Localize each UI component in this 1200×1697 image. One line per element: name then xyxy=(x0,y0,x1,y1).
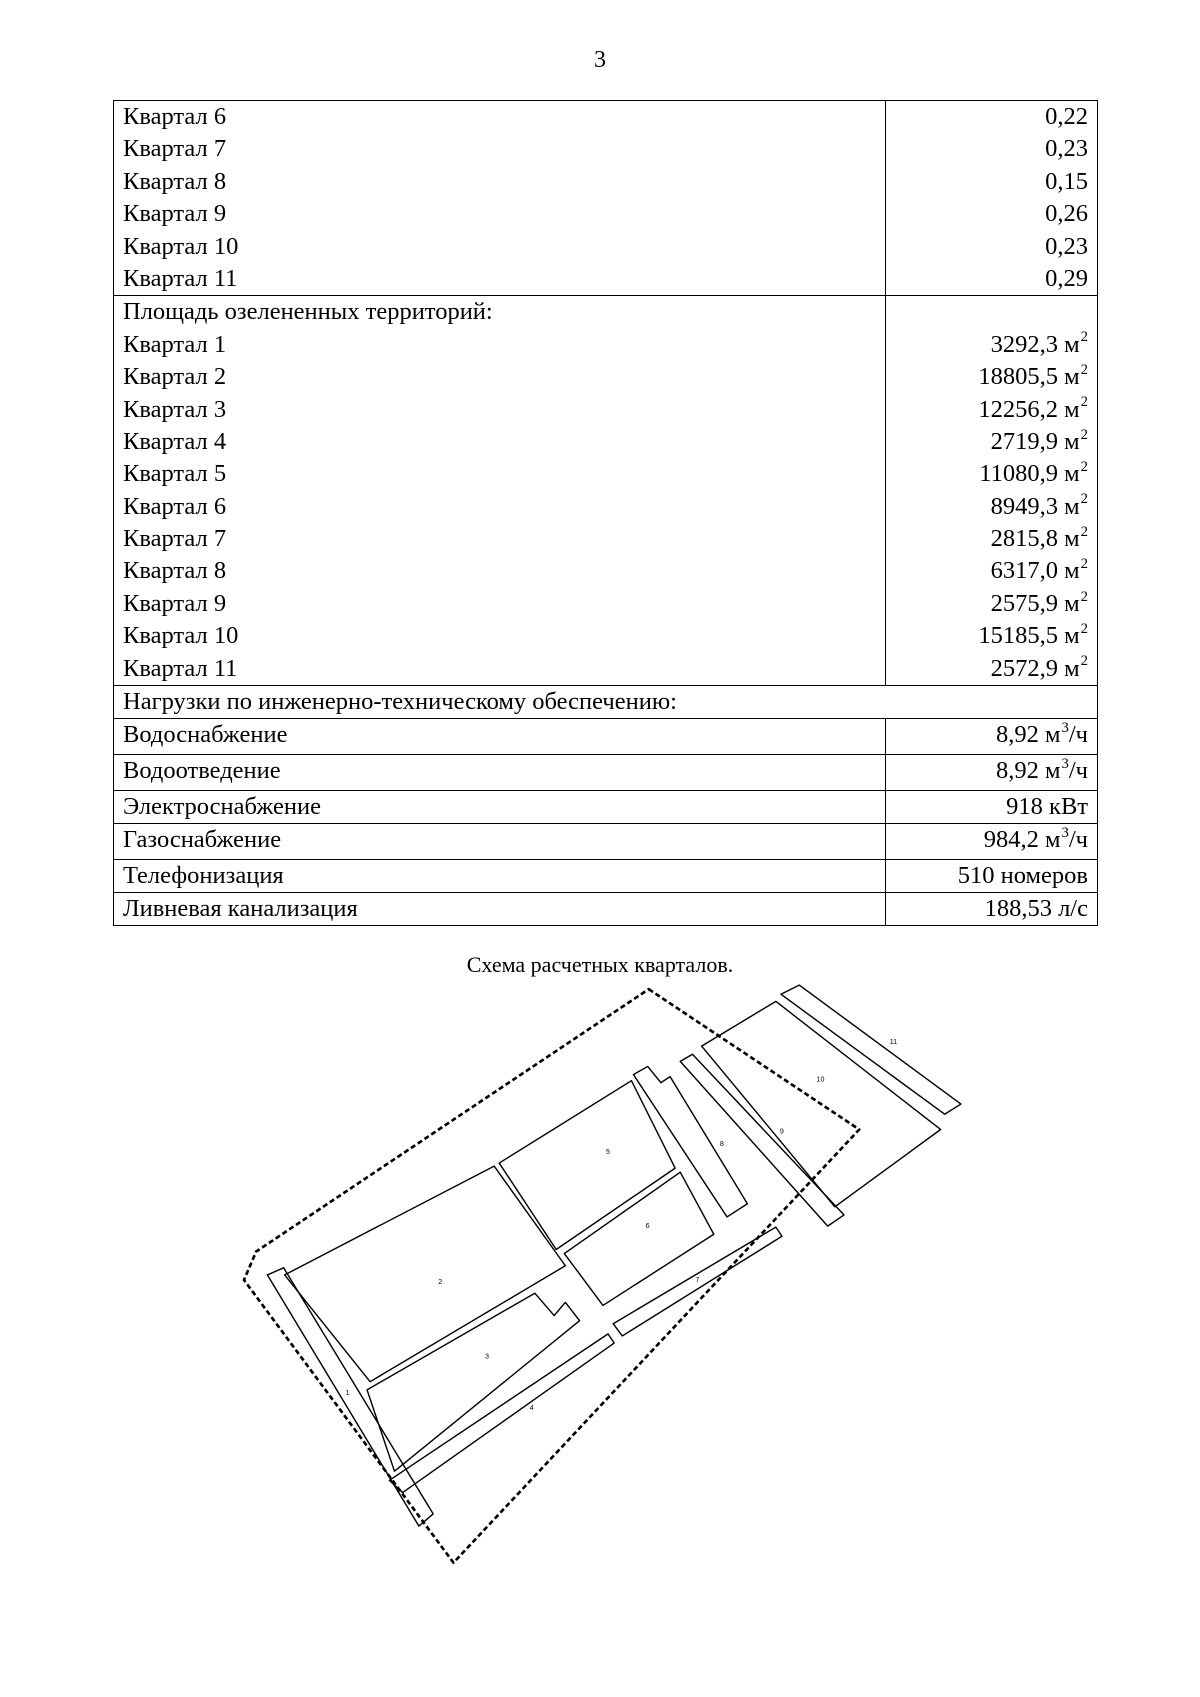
utility-value: 8,92 $м^3/ч$ xyxy=(886,719,1098,755)
quarter-label: 3 xyxy=(485,1352,489,1361)
green-value: 8949,3 $м^2$ xyxy=(990,491,1088,520)
utility-value: 188,53 л/с xyxy=(886,893,1098,926)
green-areas-heading: Площадь озелененных территорий: xyxy=(123,298,493,326)
quarter-label: 10 xyxy=(816,1075,825,1084)
quarter-label: 11 xyxy=(889,1038,898,1047)
quarter-label: 7 xyxy=(695,1276,700,1285)
green-value: 6317,0 $м^2$ xyxy=(990,556,1088,585)
utility-value: 918 кВт xyxy=(886,791,1098,824)
utility-row-storm-sewer xyxy=(114,893,1098,926)
green-value: 11080,9 $м^2$ xyxy=(979,459,1088,488)
green-name: Квартал 9 xyxy=(123,589,227,617)
green-value: 2575,9 $м^2$ xyxy=(990,588,1088,617)
utility-row-electricity xyxy=(114,791,1098,824)
density-value: 0,22 xyxy=(1045,103,1088,130)
utility-name: Электроснабжение xyxy=(114,791,886,824)
green-names-cell xyxy=(114,296,886,686)
density-value: 0,26 xyxy=(1045,200,1088,228)
utility-row-sewerage xyxy=(114,755,1098,791)
density-name: Квартал 8 xyxy=(123,167,227,195)
quarter-label: 9 xyxy=(779,1127,784,1136)
utility-value: 8,92 $м^3/ч$ xyxy=(886,755,1098,791)
quarter-1 xyxy=(267,1268,433,1526)
green-value: 2719,9 $м^2$ xyxy=(990,426,1088,455)
quarter-label: 6 xyxy=(645,1222,650,1231)
boundary-outline xyxy=(244,989,859,1563)
density-name: Квартал 6 xyxy=(123,103,227,130)
quarters-scheme xyxy=(210,980,1000,1580)
utility-name: Газоснабжение xyxy=(114,824,886,860)
green-value: 18805,5 $м^2$ xyxy=(978,361,1088,391)
utilities-heading: Нагрузки по инженерно-техническому обеспечению: xyxy=(114,686,1098,719)
green-name: Квартал 3 xyxy=(123,395,227,423)
density-value: 0,23 xyxy=(1045,232,1088,260)
utility-row-water-supply xyxy=(114,719,1098,755)
utilities-heading-row xyxy=(114,686,1098,719)
density-name: Квартал 9 xyxy=(123,200,227,228)
green-name: Квартал 6 xyxy=(123,492,227,520)
utility-value: 510 номеров xyxy=(886,860,1098,893)
green-name: Квартал 8 xyxy=(123,557,227,585)
utility-row-telephony xyxy=(114,860,1098,893)
green-value: 12256,2 $м^2$ xyxy=(978,394,1088,423)
density-value: 0,29 xyxy=(1045,264,1088,292)
quarter-8 xyxy=(633,1066,747,1217)
utility-name: Телефонизация xyxy=(114,860,886,893)
utility-value: 984,2 $м^3/ч$ xyxy=(886,824,1098,860)
green-value: 3292,3 $м^2$ xyxy=(990,329,1088,358)
scheme-caption: Схема расчетных кварталов. xyxy=(466,952,734,977)
green-value: 15185,5 $м^2$ xyxy=(978,620,1088,650)
green-value: 2572,9 $м^2$ xyxy=(990,653,1088,682)
utility-name: Водоотведение xyxy=(114,755,886,791)
density-value: 0,15 xyxy=(1045,167,1088,195)
density-name: Квартал 7 xyxy=(123,135,227,163)
density-name: Квартал 11 xyxy=(123,264,238,292)
utility-row-gas xyxy=(114,824,1098,860)
green-name: Квартал 4 xyxy=(123,427,227,455)
indicators-table xyxy=(113,100,1098,926)
quarter-label: 5 xyxy=(606,1147,610,1156)
utility-name: Водоснабжение xyxy=(114,719,886,755)
utility-name: Ливневая канализация xyxy=(114,893,886,926)
density-block xyxy=(114,101,1098,296)
green-name: Квартал 11 xyxy=(123,654,238,682)
density-values-cell xyxy=(886,101,1098,296)
green-areas-block xyxy=(114,296,1098,686)
green-name: Квартал 7 xyxy=(123,525,227,553)
quarter-label: 4 xyxy=(529,1404,534,1413)
quarter-label: 1 xyxy=(345,1388,350,1397)
page-number: 3 xyxy=(594,47,606,73)
green-values-cell xyxy=(886,296,1098,686)
density-names-cell xyxy=(114,101,886,296)
green-name: Квартал 10 xyxy=(123,622,239,650)
green-name: Квартал 5 xyxy=(123,460,227,488)
quarter-label: 2 xyxy=(438,1278,443,1287)
green-name: Квартал 1 xyxy=(123,330,227,358)
quarter-label: 8 xyxy=(719,1139,724,1148)
density-value: 0,23 xyxy=(1045,135,1088,163)
density-name: Квартал 10 xyxy=(123,232,239,260)
green-name: Квартал 2 xyxy=(123,363,227,391)
green-value: 2815,8 $м^2$ xyxy=(990,523,1088,553)
